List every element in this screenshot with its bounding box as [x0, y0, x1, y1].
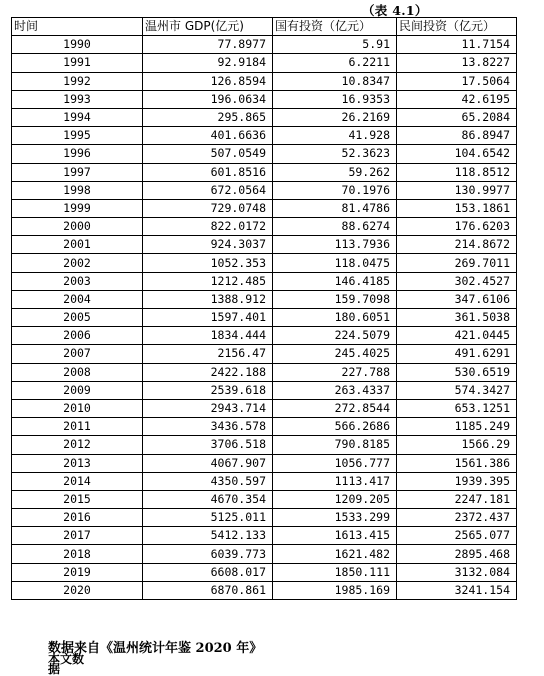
table-row	[12, 309, 517, 327]
cell-private-investment: 2247.181	[397, 490, 517, 508]
table-row	[12, 381, 517, 399]
cell-private-investment: 2372.437	[397, 509, 517, 527]
cell-gdp: 6608.017	[143, 563, 273, 581]
cell-gdp: 295.865	[143, 108, 273, 126]
header-private-investment: 民间投资（亿元）	[397, 18, 517, 36]
table-caption: （表 4.1）	[362, 3, 428, 18]
cell-gdp: 729.0748	[143, 199, 273, 217]
cell-state-investment: 41.928	[273, 127, 397, 145]
table-row	[12, 563, 517, 581]
cell-gdp: 77.8977	[143, 36, 273, 54]
cell-state-investment: 1533.299	[273, 509, 397, 527]
table-row	[12, 181, 517, 199]
cell-gdp: 2422.188	[143, 363, 273, 381]
table-body	[12, 36, 517, 600]
cell-state-investment: 224.5079	[273, 327, 397, 345]
cell-private-investment: 130.9977	[397, 181, 517, 199]
cell-state-investment: 566.2686	[273, 418, 397, 436]
cell-gdp: 4067.907	[143, 454, 273, 472]
cell-private-investment: 1566.29	[397, 436, 517, 454]
table-row	[12, 490, 517, 508]
cell-year: 2007	[12, 345, 143, 363]
cell-private-investment: 491.6291	[397, 345, 517, 363]
cell-private-investment: 86.8947	[397, 127, 517, 145]
cell-private-investment: 13.8227	[397, 54, 517, 72]
cell-state-investment: 1850.111	[273, 563, 397, 581]
table-header-row	[12, 18, 517, 36]
cell-year: 2002	[12, 254, 143, 272]
cell-gdp: 5125.011	[143, 509, 273, 527]
cell-private-investment: 153.1861	[397, 199, 517, 217]
cell-gdp: 2539.618	[143, 381, 273, 399]
cell-year: 1999	[12, 199, 143, 217]
table-row	[12, 345, 517, 363]
cell-private-investment: 214.8672	[397, 236, 517, 254]
cell-year: 2020	[12, 581, 143, 599]
cell-private-investment: 176.6203	[397, 218, 517, 236]
cell-gdp: 3706.518	[143, 436, 273, 454]
cell-gdp: 6870.861	[143, 581, 273, 599]
table-row	[12, 418, 517, 436]
table-row	[12, 36, 517, 54]
table-row	[12, 90, 517, 108]
cell-gdp: 924.3037	[143, 236, 273, 254]
header-gdp: 温州市 GDP(亿元)	[143, 18, 273, 36]
cell-year: 2008	[12, 363, 143, 381]
cell-gdp: 601.8516	[143, 163, 273, 181]
cell-year: 2013	[12, 454, 143, 472]
table-row	[12, 290, 517, 308]
cell-private-investment: 421.0445	[397, 327, 517, 345]
cell-year: 1993	[12, 90, 143, 108]
cell-private-investment: 653.1251	[397, 399, 517, 417]
cell-state-investment: 1209.205	[273, 490, 397, 508]
cell-gdp: 507.0549	[143, 145, 273, 163]
table-row	[12, 199, 517, 217]
cell-year: 2012	[12, 436, 143, 454]
cell-gdp: 5412.133	[143, 527, 273, 545]
cell-year: 1992	[12, 72, 143, 90]
cell-year: 2017	[12, 527, 143, 545]
cell-year: 2018	[12, 545, 143, 563]
cell-year: 2001	[12, 236, 143, 254]
cell-state-investment: 159.7098	[273, 290, 397, 308]
cell-year: 1990	[12, 36, 143, 54]
cell-year: 2003	[12, 272, 143, 290]
table-row	[12, 327, 517, 345]
cell-gdp: 3436.578	[143, 418, 273, 436]
cell-year: 2006	[12, 327, 143, 345]
cell-gdp: 1388.912	[143, 290, 273, 308]
source-note: 数据来自《温州统计年鉴 2020 年》	[48, 641, 263, 656]
cell-private-investment: 574.3427	[397, 381, 517, 399]
cell-private-investment: 118.8512	[397, 163, 517, 181]
cell-gdp: 92.9184	[143, 54, 273, 72]
table-row	[12, 454, 517, 472]
cell-state-investment: 6.2211	[273, 54, 397, 72]
cell-gdp: 196.0634	[143, 90, 273, 108]
cell-private-investment: 65.2084	[397, 108, 517, 126]
table-row	[12, 272, 517, 290]
cell-private-investment: 3241.154	[397, 581, 517, 599]
table-row	[12, 254, 517, 272]
table-row	[12, 54, 517, 72]
cell-state-investment: 26.2169	[273, 108, 397, 126]
cell-state-investment: 81.4786	[273, 199, 397, 217]
cell-private-investment: 1561.386	[397, 454, 517, 472]
cell-gdp: 672.0564	[143, 181, 273, 199]
cell-private-investment: 361.5038	[397, 309, 517, 327]
cell-gdp: 1052.353	[143, 254, 273, 272]
cell-state-investment: 1056.777	[273, 454, 397, 472]
table-row	[12, 218, 517, 236]
cell-state-investment: 245.4025	[273, 345, 397, 363]
cell-year: 2015	[12, 490, 143, 508]
data-table	[11, 17, 517, 600]
table-row	[12, 509, 517, 527]
cell-state-investment: 52.3623	[273, 145, 397, 163]
cell-private-investment: 2565.077	[397, 527, 517, 545]
table-row	[12, 236, 517, 254]
table-row	[12, 472, 517, 490]
cell-year: 2016	[12, 509, 143, 527]
cell-state-investment: 790.8185	[273, 436, 397, 454]
cell-year: 1998	[12, 181, 143, 199]
cell-state-investment: 272.8544	[273, 399, 397, 417]
cell-gdp: 2943.714	[143, 399, 273, 417]
cell-year: 1991	[12, 54, 143, 72]
cell-year: 1995	[12, 127, 143, 145]
cell-state-investment: 70.1976	[273, 181, 397, 199]
cell-state-investment: 180.6051	[273, 309, 397, 327]
cell-state-investment: 1621.482	[273, 545, 397, 563]
header-state-investment: 国有投资（亿元）	[273, 18, 397, 36]
table-row	[12, 127, 517, 145]
cell-private-investment: 42.6195	[397, 90, 517, 108]
cell-state-investment: 118.0475	[273, 254, 397, 272]
cell-year: 2000	[12, 218, 143, 236]
cell-state-investment: 1113.417	[273, 472, 397, 490]
cell-state-investment: 16.9353	[273, 90, 397, 108]
cutoff-text: 本文数据	[48, 652, 85, 676]
cell-state-investment: 1613.415	[273, 527, 397, 545]
table-row	[12, 145, 517, 163]
cell-private-investment: 104.6542	[397, 145, 517, 163]
cell-state-investment: 10.8347	[273, 72, 397, 90]
cell-private-investment: 2895.468	[397, 545, 517, 563]
cell-state-investment: 146.4185	[273, 272, 397, 290]
cell-gdp: 126.8594	[143, 72, 273, 90]
cell-private-investment: 269.7011	[397, 254, 517, 272]
cell-year: 2011	[12, 418, 143, 436]
cell-year: 1994	[12, 108, 143, 126]
cell-private-investment: 1185.249	[397, 418, 517, 436]
cell-state-investment: 88.6274	[273, 218, 397, 236]
cell-state-investment: 59.262	[273, 163, 397, 181]
cell-gdp: 2156.47	[143, 345, 273, 363]
cell-year: 1997	[12, 163, 143, 181]
cell-state-investment: 113.7936	[273, 236, 397, 254]
cell-gdp: 401.6636	[143, 127, 273, 145]
cell-year: 2014	[12, 472, 143, 490]
cell-private-investment: 302.4527	[397, 272, 517, 290]
table-row	[12, 527, 517, 545]
table-row	[12, 108, 517, 126]
cell-year: 1996	[12, 145, 143, 163]
cell-gdp: 6039.773	[143, 545, 273, 563]
cell-state-investment: 1985.169	[273, 581, 397, 599]
cell-year: 2010	[12, 399, 143, 417]
cell-private-investment: 17.5064	[397, 72, 517, 90]
cell-year: 2004	[12, 290, 143, 308]
cell-state-investment: 5.91	[273, 36, 397, 54]
cell-state-investment: 227.788	[273, 363, 397, 381]
cell-gdp: 4670.354	[143, 490, 273, 508]
cell-state-investment: 263.4337	[273, 381, 397, 399]
table-row	[12, 581, 517, 599]
cell-private-investment: 3132.084	[397, 563, 517, 581]
table-row	[12, 545, 517, 563]
cell-private-investment: 11.7154	[397, 36, 517, 54]
cell-private-investment: 1939.395	[397, 472, 517, 490]
table-row	[12, 363, 517, 381]
cell-year: 2005	[12, 309, 143, 327]
table-row	[12, 399, 517, 417]
cell-gdp: 4350.597	[143, 472, 273, 490]
cell-year: 2019	[12, 563, 143, 581]
table-row	[12, 436, 517, 454]
cell-gdp: 1834.444	[143, 327, 273, 345]
table-row	[12, 163, 517, 181]
cell-private-investment: 347.6106	[397, 290, 517, 308]
cell-gdp: 822.0172	[143, 218, 273, 236]
table-row	[12, 72, 517, 90]
cell-year: 2009	[12, 381, 143, 399]
cell-gdp: 1212.485	[143, 272, 273, 290]
header-year: 时间	[12, 18, 143, 36]
cell-gdp: 1597.401	[143, 309, 273, 327]
cell-private-investment: 530.6519	[397, 363, 517, 381]
